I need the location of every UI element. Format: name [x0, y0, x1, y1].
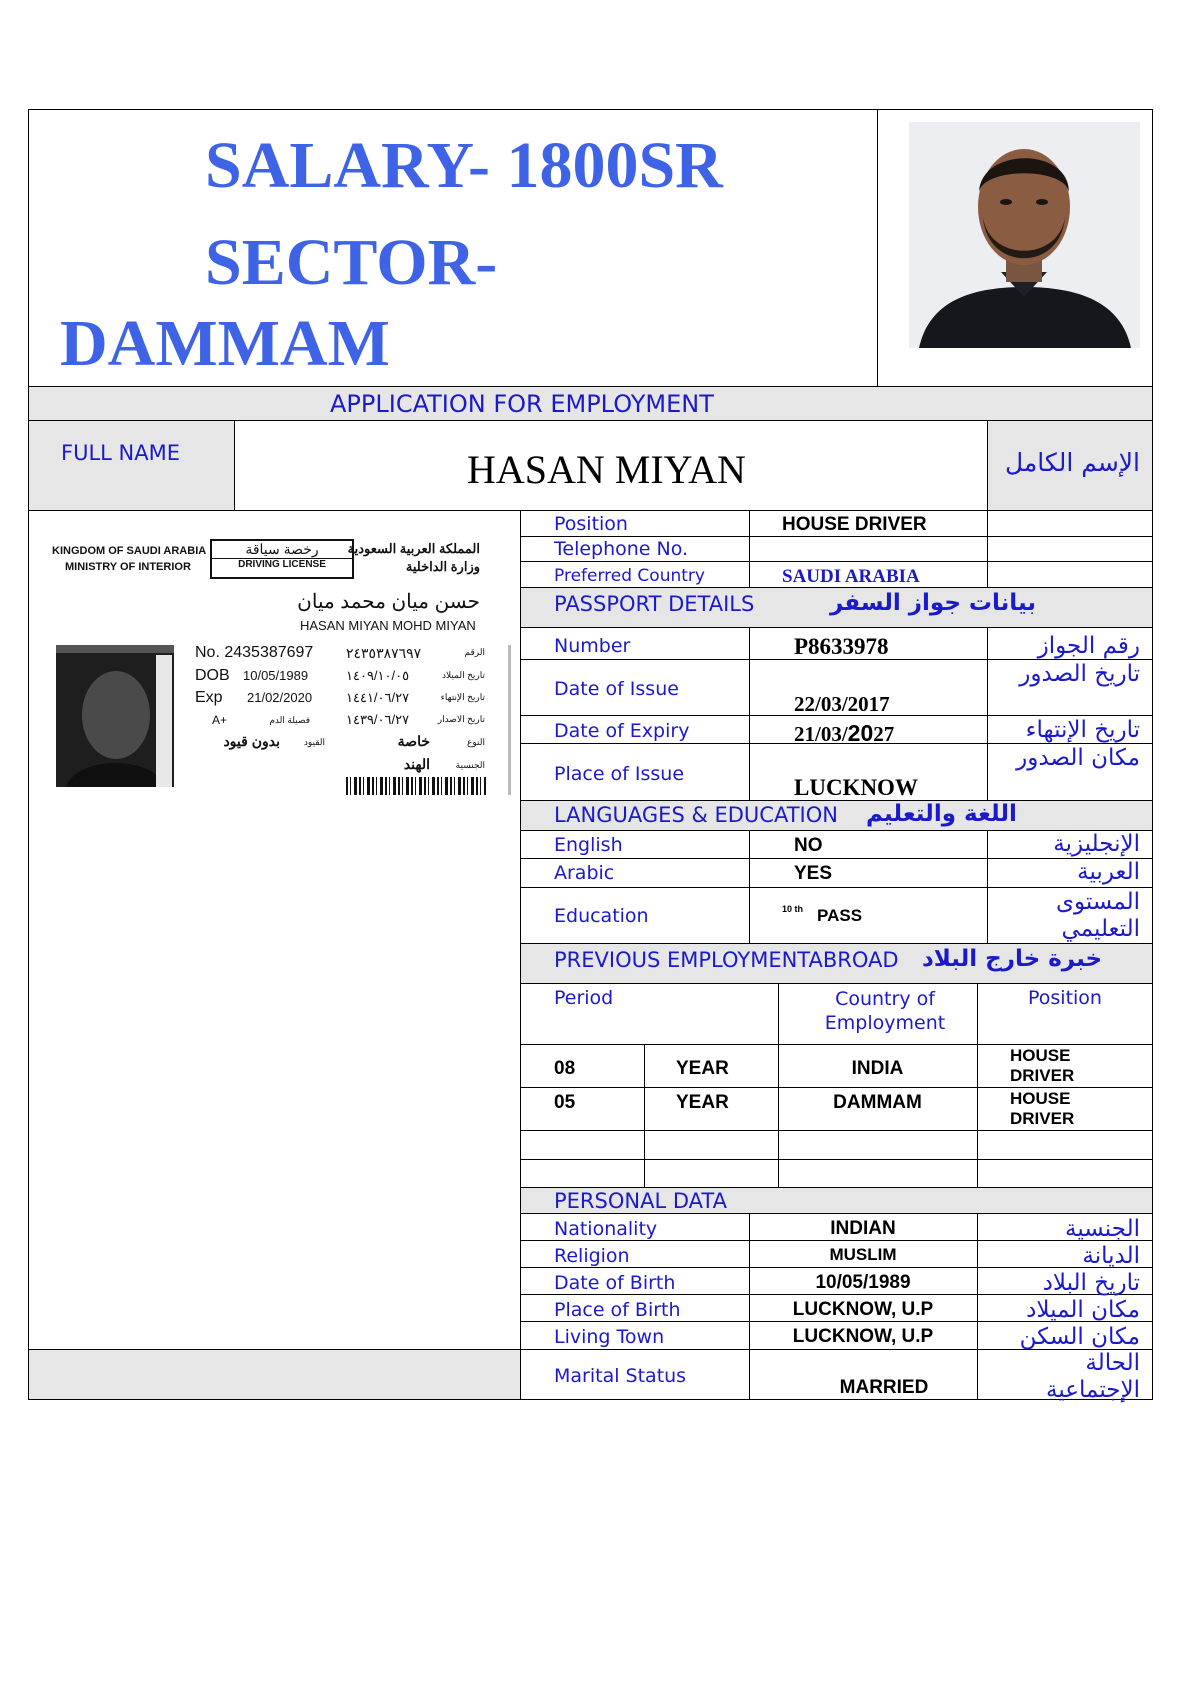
license-issue-ar: ١٤٣٩/٠٦/٢٧ — [346, 712, 410, 727]
license-no: No. 2435387697 — [195, 644, 314, 661]
passport-number-value: P8633978 — [794, 634, 889, 659]
passport-number-label: Number — [554, 635, 631, 657]
person-icon — [909, 122, 1140, 348]
license-kingdom: KINGDOM OF SAUDI ARABIA — [52, 545, 207, 557]
passport-expiry-value: 21/03/2027 — [794, 720, 895, 746]
license-lbl-exp-ar: تاريخ الإنتهاء — [440, 692, 485, 702]
grid — [749, 627, 750, 800]
grid — [520, 627, 1152, 628]
grid — [977, 1213, 978, 1399]
english-ar: الإنجليزية — [1053, 831, 1140, 857]
license-exp: 21/02/2020 — [247, 690, 313, 705]
license-lbl-nat-ar: الجنسية — [455, 760, 485, 770]
living-town-ar: مكان السكن — [1019, 1324, 1140, 1350]
preferred-country-value: SAUDI ARABIA — [782, 566, 920, 587]
birth-place-value: LUCKNOW, U.P — [792, 1299, 934, 1320]
religion-ar: الديانة — [1082, 1243, 1140, 1269]
license-edge — [508, 645, 511, 795]
dob-value: 10/05/1989 — [815, 1272, 911, 1293]
birth-place-ar: مكان الميلاد — [1026, 1297, 1140, 1323]
arabic-value: YES — [794, 863, 833, 884]
grid — [520, 1044, 1152, 1045]
license-barcode — [346, 777, 486, 795]
education-ar: المستوى التعليمي — [1055, 889, 1140, 942]
employment-2-country: DAMMAM — [833, 1092, 922, 1113]
license-badge-ar: رخصة سياقة — [245, 541, 319, 557]
employment-1-position: HOUSE DRIVER — [1010, 1046, 1075, 1085]
nationality-label: Nationality — [554, 1218, 658, 1240]
grid — [778, 983, 779, 1187]
license-ministry: MINISTRY OF INTERIOR — [65, 561, 191, 573]
full-name-label: FULL NAME — [61, 441, 180, 465]
languages-title-ar: اللغة والتعليم — [866, 801, 1017, 827]
employment-2-position: HOUSE DRIVER — [1010, 1089, 1075, 1128]
applicant-photo — [909, 122, 1140, 348]
license-blood: A+ — [212, 713, 228, 727]
dob-ar: تاريخ البلاد — [1042, 1270, 1140, 1296]
dob-label: Date of Birth — [554, 1272, 676, 1294]
period-header: Period — [554, 987, 614, 1009]
passport-expiry-label: Date of Expiry — [554, 720, 690, 742]
grid — [987, 830, 988, 943]
license-kingdom-ar: المملكة العربية السعودية — [347, 541, 480, 556]
sector-heading: SECTOR- — [205, 226, 498, 299]
marital-status-label: Marital Status — [554, 1365, 687, 1387]
birth-place-label: Place of Birth — [554, 1299, 681, 1321]
education-value: PASS — [817, 906, 863, 925]
license-dob: 10/05/1989 — [243, 668, 309, 683]
marital-status-value: MARRIED — [839, 1377, 929, 1398]
personal-title: PERSONAL DATA — [554, 1189, 727, 1213]
grid — [520, 1159, 1152, 1160]
employment-title: PREVIOUS EMPLOYMENTABROAD — [554, 948, 899, 972]
employment-1-unit: YEAR — [676, 1058, 729, 1079]
license-exp-label: Exp — [195, 689, 223, 706]
grid — [520, 887, 1152, 888]
grid — [749, 830, 750, 943]
education-grade: 10 th — [782, 904, 804, 914]
nationality-value: INDIAN — [830, 1218, 896, 1239]
position-value: HOUSE DRIVER — [782, 514, 927, 535]
license-badge-en: DRIVING LICENSE — [212, 558, 352, 570]
grid — [520, 983, 1152, 984]
nationality-ar: الجنسية — [1065, 1216, 1140, 1242]
passport-issue-date-ar: تاريخ الصدور — [1019, 661, 1140, 687]
passport-number-ar: رقم الجواز — [1037, 633, 1140, 659]
license-no-ar: ٢٤٣٥٣٨٧٦٩٧ — [346, 645, 422, 661]
license-lbl-type-ar: النوع — [467, 737, 485, 747]
license-name-en: HASAN MIYAN MOHD MIYAN — [300, 618, 476, 633]
grid — [987, 510, 988, 587]
passport-issue-date-label: Date of Issue — [554, 678, 679, 700]
license-exp-ar: ١٤٤١/٠٦/٢٧ — [346, 690, 410, 705]
license-lbl-issue-ar: تاريخ الاصدار — [437, 714, 485, 724]
passport-place-ar: مكان الصدور — [1016, 745, 1140, 771]
license-nationality-ar: الهند — [403, 756, 430, 772]
employment-2-years: 05 — [554, 1092, 576, 1113]
english-value: NO — [794, 835, 823, 856]
bottom-left-cell — [29, 1349, 520, 1399]
grid — [644, 1044, 645, 1187]
grid — [28, 420, 1153, 421]
license-person-icon — [56, 645, 174, 787]
grid — [520, 1213, 1152, 1214]
arabic-ar: العربية — [1077, 859, 1140, 885]
religion-value: MUSLIM — [829, 1245, 897, 1264]
grid — [28, 109, 29, 1400]
license-restrictions-ar: بدون قيود — [223, 733, 280, 749]
grid — [28, 510, 1153, 511]
form-title: APPLICATION FOR EMPLOYMENT — [330, 390, 714, 418]
license-photo — [56, 645, 174, 787]
grid — [520, 943, 1152, 944]
grid — [520, 510, 521, 1399]
telephone-label: Telephone No. — [554, 538, 689, 560]
full-name-ar: الإسم الكامل — [1004, 448, 1140, 477]
grid — [520, 1087, 1152, 1088]
salary-heading: SALARY- 1800SR — [205, 129, 723, 202]
preferred-country-label: Preferred Country — [554, 566, 705, 586]
country-header: Country of Employment — [824, 988, 946, 1034]
grid — [1152, 109, 1153, 1400]
license-lbl-blood-ar: فصيلة الدم — [269, 715, 310, 725]
passport-place-value: LUCKNOW — [794, 775, 918, 800]
grid — [977, 983, 978, 1187]
grid — [28, 1399, 1153, 1400]
employment-2-unit: YEAR — [676, 1092, 729, 1113]
living-town-label: Living Town — [554, 1326, 665, 1348]
license-dob-ar: ١٤٠٩/١٠/٠٥ — [346, 668, 410, 683]
arabic-label: Arabic — [554, 862, 615, 884]
grid — [28, 1349, 1153, 1350]
languages-title: LANGUAGES & EDUCATION — [554, 803, 838, 827]
license-lbl-restr-ar: القيود — [303, 737, 325, 747]
education-label: Education — [554, 905, 649, 927]
english-label: English — [554, 834, 623, 856]
grid — [987, 420, 988, 511]
grid — [28, 386, 1153, 387]
grid — [877, 109, 878, 386]
full-name-value: HASAN MIYAN — [467, 447, 746, 492]
grid — [234, 420, 235, 511]
license-dob-label: DOB — [195, 667, 230, 684]
sector-city: DAMMAM — [60, 307, 390, 380]
license-type-ar: خاصة — [397, 733, 430, 749]
grid — [987, 627, 988, 800]
grid — [520, 1187, 1152, 1188]
driving-license-card — [40, 527, 520, 867]
grid — [749, 510, 750, 587]
living-town-value: LUCKNOW, U.P — [792, 1326, 934, 1347]
marital-status-ar: الحالة الإجتماعية — [1046, 1350, 1140, 1403]
grid — [520, 1130, 1152, 1131]
employment-1-years: 08 — [554, 1058, 576, 1079]
license-lbl-no-ar: الرقم — [464, 647, 485, 657]
passport-issue-date-value: 22/03/2017 — [794, 692, 890, 716]
grid — [28, 109, 1153, 110]
employment-title-ar: خبرة خارج البلاد — [922, 946, 1103, 972]
license-ministry-ar: وزارة الداخلية — [405, 559, 480, 574]
license-lbl-dob-ar: تاريخ الميلاد — [442, 670, 485, 680]
grid — [520, 536, 1152, 537]
grid — [520, 561, 1152, 562]
license-badge — [210, 539, 354, 579]
passport-title-ar: بيانات جواز السفر — [830, 590, 1036, 616]
employment-1-country: INDIA — [851, 1058, 904, 1079]
position-label: Position — [554, 513, 628, 535]
full-name-label-cell — [29, 421, 234, 511]
license-name-ar: حسن ميان محمد ميان — [297, 591, 480, 613]
religion-label: Religion — [554, 1245, 630, 1267]
position-header: Position — [1028, 987, 1102, 1009]
passport-place-label: Place of Issue — [554, 763, 685, 785]
passport-expiry-ar: تاريخ الإنتهاء — [1025, 717, 1140, 743]
passport-title: PASSPORT DETAILS — [554, 592, 755, 616]
